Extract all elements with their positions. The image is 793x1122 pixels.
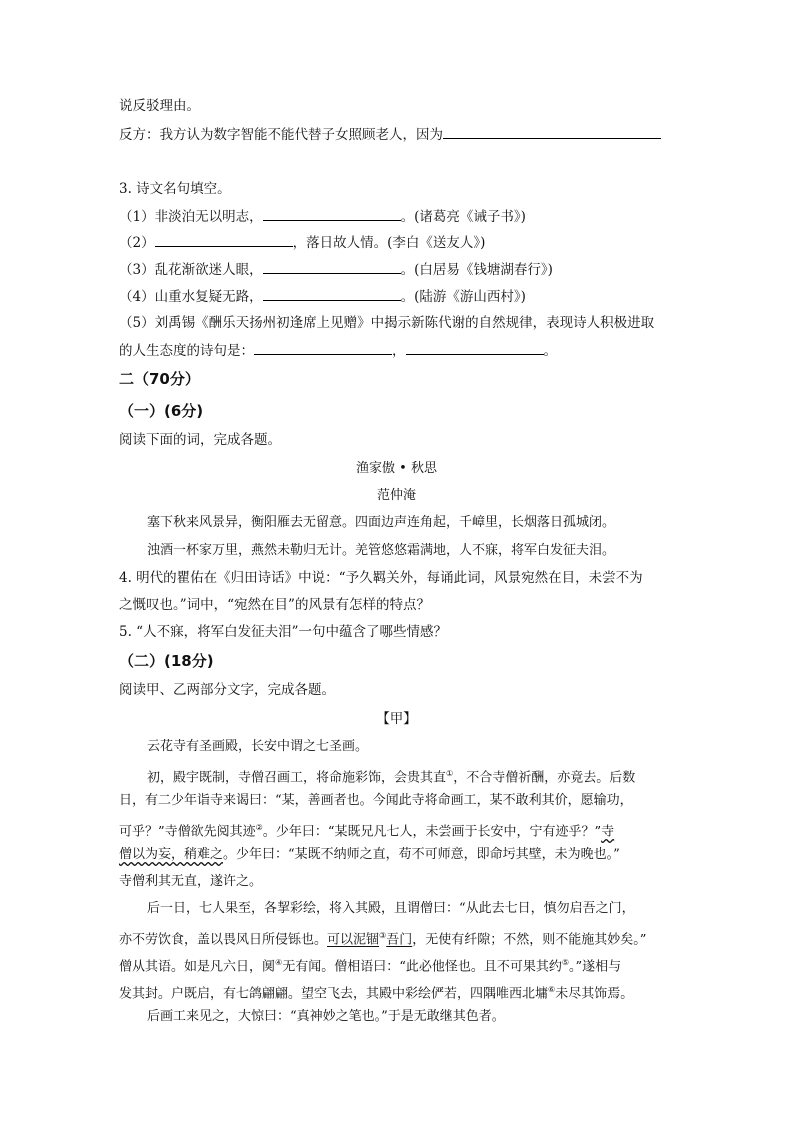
footnote-mark: ④ [275,958,283,967]
underlined-text: 可以泥锢 [327,932,380,948]
answer-blank[interactable] [263,286,401,301]
prose-text: 初，殿宇既制，寺僧召画工，将命施彩饰，会贵其直 [147,770,447,786]
question-item [119,206,526,226]
wavy-underlined-text: 寺 [601,824,615,840]
question-item [119,259,553,279]
wavy-underlined-text: 僧以为妄，稍难之 [119,847,224,862]
text-line: 说反驳理由。 [119,98,200,114]
question-item [119,340,557,360]
prose-line [119,981,633,1003]
prose-line [119,927,646,949]
question-item [119,232,485,252]
footnote-mark: ⑤ [561,958,570,967]
subsection-title: （二）(18分) [119,652,214,670]
answer-blank[interactable] [263,206,401,221]
prose-text: 可乎？”寺僧欲先阅其迹 [119,824,256,840]
prose-line [119,819,614,841]
instruction: 阅读甲、乙两部分文字，完成各题。 [119,682,335,698]
poem-line: 浊酒一杯家万里，燕然未勒归无计。羌管悠悠霜满地，人不寐，将军白发征夫泪。 [147,543,616,558]
prose-text: ，不合寺僧祈酬，亦竟去。后数 [453,770,636,786]
underlined-text: 吾门 [386,932,413,948]
answer-blank[interactable] [155,232,293,247]
prose-text: 无有闻。僧相语曰：“此必他怪也。且不可果其约 [282,959,562,975]
item-source: 。(白居易《钱塘湖春行》) [400,262,553,278]
prose-line: 寺僧利其无直，遂许之。 [119,874,263,889]
prose-line [119,954,621,976]
prose-text: 僧从其语。如是凡六日，阒 [119,959,276,975]
footnote-mark: ② [255,823,263,832]
prose-line: 日，有二少年诣寺来谒曰：“某，善画者也。今闻此寺将命画工，某不敢利其价，愿输功， [119,793,633,808]
prose-text: 亦不劳饮食，盖以畏风日所侵铄也。 [119,932,328,948]
subsection-title: （一）(6分) [119,402,204,420]
item-text: （3）乱花渐欲迷人眼， [119,262,263,278]
footnote-mark: ⑥ [548,985,556,994]
prose-line: 后一日，七人果至，各挈彩绘，将入其殿，且谓僧曰：“从此去七日，慎勿启吾之门， [147,901,635,916]
item-text: 的人生态度的诗句是： [119,343,254,359]
poem-author: 范仲淹 [376,488,416,503]
prose-text: 未尽其饰焉。 [555,986,634,1002]
item-text: 。 [543,343,557,359]
text-line [119,124,661,144]
item-text: （2） [119,235,155,251]
prose-text: 。”遂相与 [569,959,622,975]
instruction: 阅读下面的词，完成各题。 [119,432,281,448]
question-4: 4. 明代的瞿佑在《归田诗话》中说：“予久羁关外，每诵此词，风景宛然在目，未尝不为 [119,570,643,586]
section-title: 二（70分） [119,370,200,388]
item-source: 。(诸葛亮《诫子书》) [400,209,526,225]
item-source: ，落日故人情。(李白《送友人》) [292,235,486,251]
question-title: 3. 诗文名句填空。 [119,181,231,197]
prose-text: 发其封。户既启，有七鸽翩翩。望空飞去，其殿中彩绘俨若，四隅唯西北墉 [119,986,549,1002]
poem-title: 渔家傲 • 秋思 [356,461,437,476]
prose-text: 。少年曰：“某既兄凡七人，未尝画于长安中，宁有迹乎？” [262,824,602,840]
prose-line: 后画工来见之，大惊曰：“真神妙之笔也。”于是无敢继其色者。 [147,1009,505,1024]
answer-blank[interactable] [443,124,661,139]
prose-text: ，无使有纤隙；不然，则不能施其妙矣。” [412,932,647,948]
footnote-mark: ① [446,769,454,778]
footnote-mark: ③ [379,931,387,940]
question-item [119,286,526,306]
rebuttal-prompt: 反方：我方认为数字智能不能代替子女照顾老人，因为 [119,127,443,143]
poem-line: 塞下秋来风景异，衡阳雁去无留意。四面边声连角起，千嶂里，长烟落日孤城闭。 [147,515,616,530]
question-4: 之慨叹也。”词中，“宛然在目”的风景有怎样的特点？ [119,597,430,613]
prose-line: 云花寺有圣画殿，长安中谓之七圣画。 [147,739,369,754]
prose-line [119,846,620,864]
item-source: 。(陆游《游山西村》) [400,289,526,305]
answer-blank[interactable] [263,259,401,274]
question-item: （5）刘禹锡《酬乐天扬州初逢席上见赠》中揭示新陈代谢的自然规律，表现诗人积极进取 [119,315,655,331]
item-text: ， [392,343,406,359]
prose-text: 。少年曰：“某既不纳师之直，苟不可师意，即命圬其壁，未为晚也。” [223,847,620,862]
answer-blank[interactable] [254,340,392,355]
question-5: 5. “人不寐，将军白发征夫泪”一句中蕴含了哪些情感？ [119,624,447,640]
passage-label: 【甲】 [376,711,417,727]
answer-blank[interactable] [406,340,544,355]
item-text: （1）非淡泊无以明志， [119,209,263,225]
prose-line [147,765,635,787]
item-text: （4）山重水复疑无路， [119,289,263,305]
